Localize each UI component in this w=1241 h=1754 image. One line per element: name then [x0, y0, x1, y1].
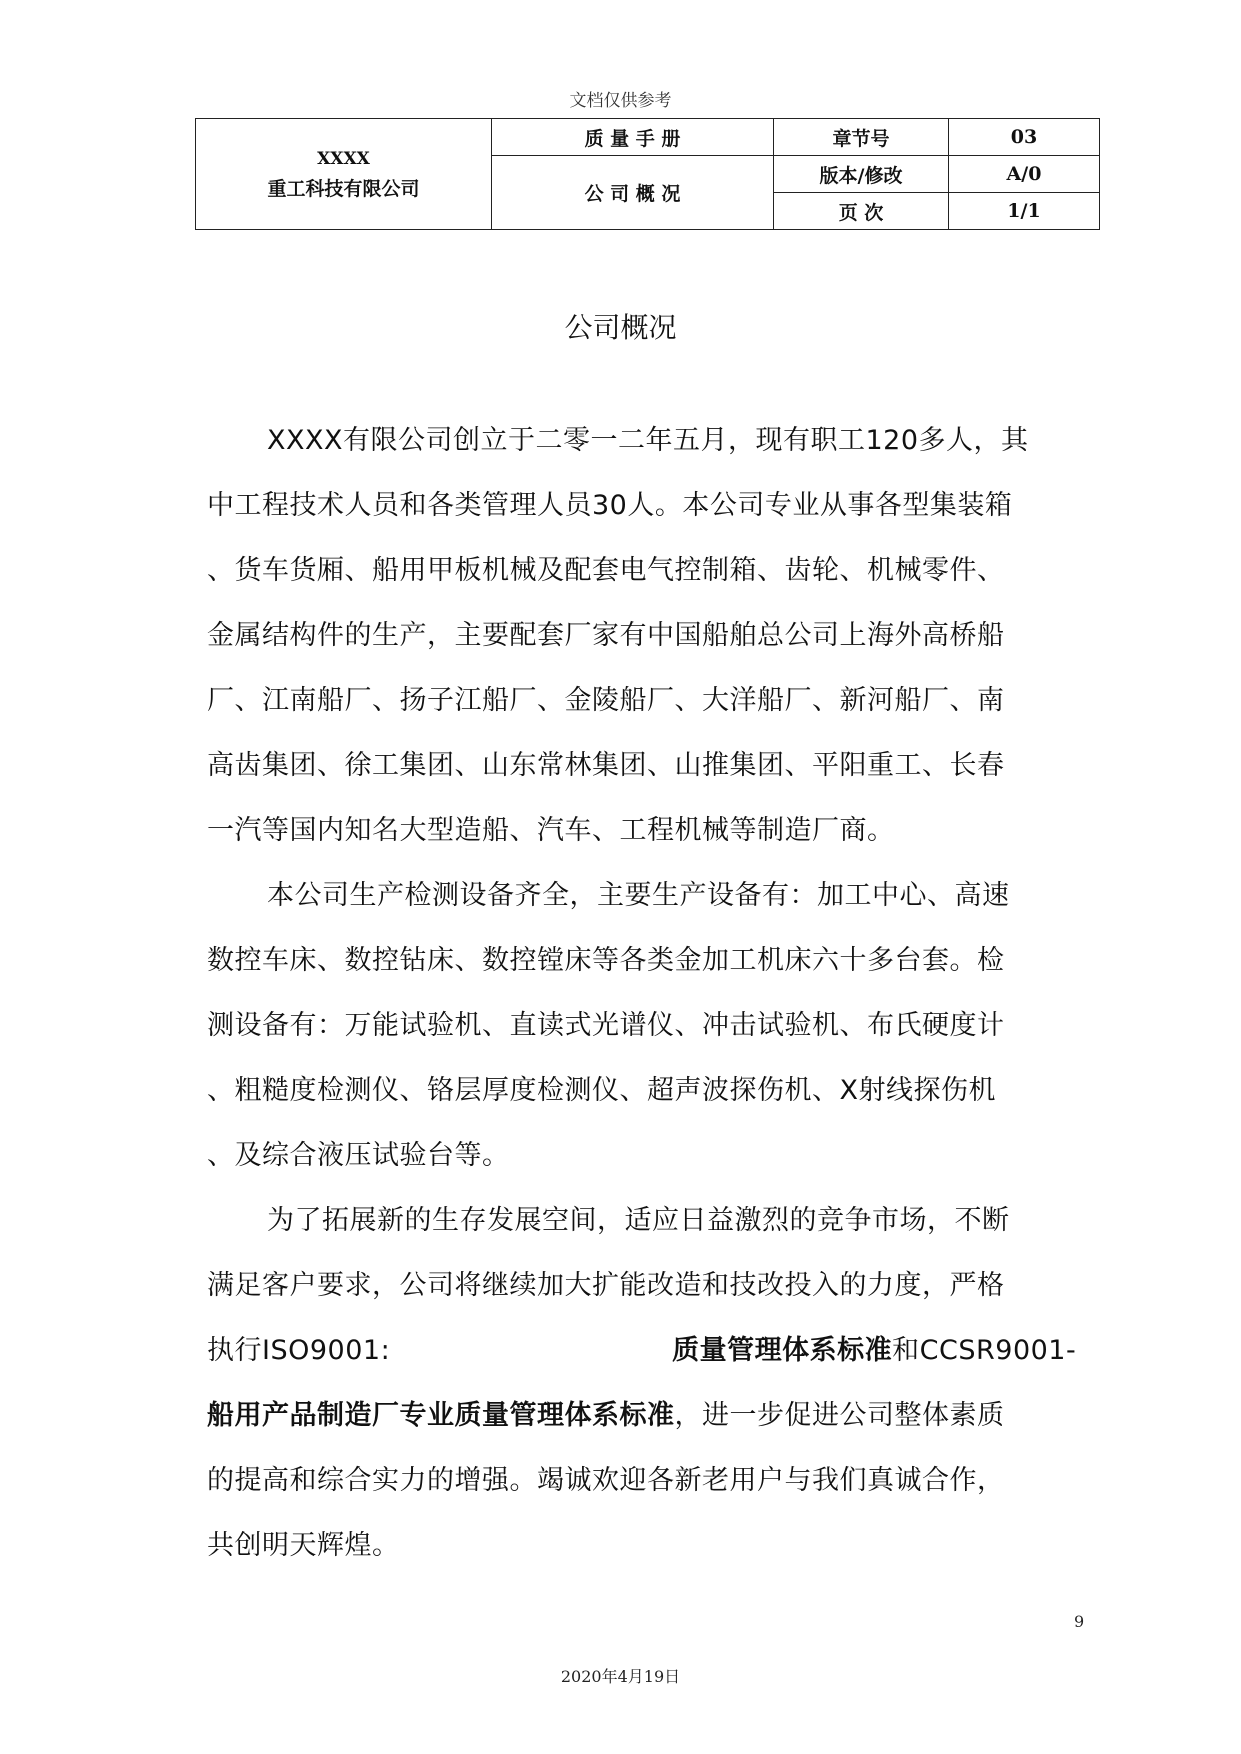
paragraph-2-line-4: 、粗糙度检测仪、铬层厚度检测仪、超声波探伤机、X射线探伤机: [207, 1075, 996, 1106]
page-value: 1/1: [949, 193, 1100, 230]
paragraph-2-line-5: 、及综合液压试验台等。: [207, 1140, 510, 1171]
iso-prefix: 执行ISO9001:: [207, 1335, 391, 1366]
paragraph-3-line-5: 的提高和综合实力的增强。竭诚欢迎各新老用户与我们真诚合作，: [207, 1465, 1005, 1496]
paragraph-1-line-5: 厂、江南船厂、扬子江船厂、金陵船厂、大洋船厂、新河船厂、南: [207, 685, 1005, 716]
paragraph-1-line-1: XXXX有限公司创立于二零一二年五月，现有职工120多人，其: [267, 425, 1029, 456]
paragraph-2-line-3: 测设备有：万能试验机、直读式光谱仪、冲击试验机、布氏硬度计: [207, 1010, 1005, 1041]
page-label: 页 次: [774, 193, 949, 230]
ccsr-prefix: 和CCSR9001-: [892, 1335, 1077, 1366]
company-code: XXXX: [317, 149, 370, 169]
paragraph-3-line-6: 共创明天辉煌。: [207, 1530, 400, 1561]
company-name: 重工科技有限公司: [267, 178, 420, 200]
page-title: 公司概况: [564, 311, 677, 344]
version-value: A/0: [949, 156, 1100, 193]
chapter-value: 03: [949, 119, 1100, 156]
paragraph-3-line-4: [207, 1383, 1087, 1448]
section-title-cell: 公 司 概 况: [492, 156, 774, 230]
doc-title-cell: 质 量 手 册: [492, 119, 774, 156]
paragraph-1-line-4: 金属结构件的生产，主要配套厂家有中国船舶总公司上海外高桥船: [207, 620, 1005, 651]
chapter-label: 章节号: [774, 119, 949, 156]
paragraph-3-line-1: 为了拓展新的生存发展空间，适应日益激烈的竞争市场，不断: [267, 1205, 1010, 1236]
watermark-text: 文档仅供参考: [569, 91, 672, 111]
document-header-table: [195, 118, 1100, 230]
paragraph-1-line-3: 、货车货厢、船用甲板机械及配套电气控制箱、齿轮、机械零件、: [207, 555, 1005, 586]
paragraph-1-line-6: 高齿集团、徐工集团、山东常林集团、山推集团、平阳重工、长春: [207, 750, 1005, 781]
ccsr-standard-name: 船用产品制造厂专业质量管理体系标准: [207, 1400, 675, 1431]
paragraph-2-line-2: 数控车床、数控钻床、数控镗床等各类金加工机床六十多台套。检: [207, 945, 1005, 976]
body-text: [207, 408, 1087, 1578]
paragraph-2-line-1: 本公司生产检测设备齐全，主要生产设备有：加工中心、高速: [267, 880, 1010, 911]
footer-date: 2020年4月19日: [560, 1667, 681, 1686]
paragraph-1-line-2: 中工程技术人员和各类管理人员30人。本公司专业从事各型集装箱: [207, 490, 1013, 521]
paragraph-3-line-2: 满足客户要求，公司将继续加大扩能改造和技改投入的力度，严格: [207, 1270, 1005, 1301]
company-name-cell: [196, 119, 492, 230]
paragraph-3-line-3: [207, 1318, 1087, 1383]
paragraph-3-line-4-rest: ，进一步促进公司整体素质: [674, 1400, 1005, 1431]
page-number: 9: [1074, 1612, 1085, 1631]
version-label: 版本/修改: [774, 156, 949, 193]
paragraph-1-line-7: 一汽等国内知名大型造船、汽车、工程机械等制造厂商。: [207, 815, 895, 846]
iso-standard-name: 质量管理体系标准: [672, 1335, 893, 1366]
